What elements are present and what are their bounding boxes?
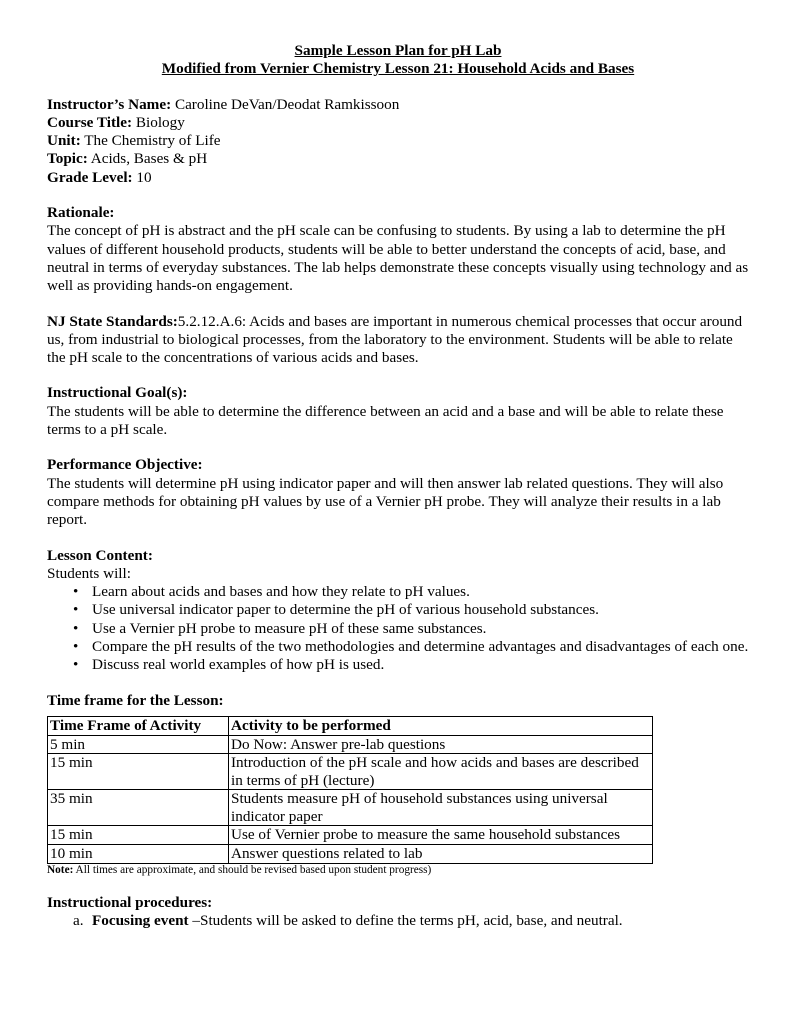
table-row [48, 790, 653, 826]
list-item: • Use universal indicator paper to determine the pH of various household substances. [73, 601, 599, 619]
bullet-icon: • [73, 601, 79, 619]
timeframe-heading: Time frame for the Lesson: [47, 691, 224, 709]
table-header-time: Time Frame of Activity [48, 716, 229, 735]
document-title: Sample Lesson Plan for pH Lab [294, 42, 502, 59]
goals-heading: Instructional Goal(s): [47, 384, 188, 402]
note-label: Note: [47, 863, 74, 876]
table-cell-time: 15 min [48, 754, 229, 790]
objective-text: The students will determine pH using indicator paper and will then answer lab related questions. They will also compare methods for obtaining pH values by use of a Vernier pH probe. They will analyze their results in a lab report. [47, 474, 724, 529]
table-cell-activity: Use of Vernier probe to measure the same household substances [229, 826, 653, 845]
table-cell-activity: Do Now: Answer pre-lab questions [229, 735, 653, 754]
timeframe-table [47, 716, 653, 864]
list-item: • Learn about acids and bases and how they relate to pH values. [73, 583, 470, 601]
meta-unit: Unit: The Chemistry of Life [47, 132, 221, 150]
standards-label: NJ State Standards: [47, 312, 178, 330]
meta-block [47, 96, 749, 187]
list-item: • Use a Vernier pH probe to measure pH of these same substances. [73, 619, 487, 637]
meta-grade: Grade Level: 10 [47, 168, 152, 186]
table-cell-activity: Students measure pH of household substances using universal indicator paper [229, 790, 653, 826]
procedure-label: Focusing event [92, 911, 189, 929]
content-heading: Lesson Content: [47, 546, 153, 564]
table-row [48, 826, 653, 845]
meta-course: Course Title: Biology [47, 113, 185, 131]
meta-instructor: Instructor’s Name: Caroline DeVan/Deodat Ramkissoon [47, 95, 400, 113]
list-item: • Discuss real world examples of how pH is used. [73, 656, 385, 674]
bullet-icon: • [73, 619, 79, 637]
table-cell-activity: Answer questions related to lab [229, 845, 653, 864]
document-subtitle: Modified from Vernier Chemistry Lesson 21: Household Acids and Bases [161, 60, 635, 78]
objective-heading: Performance Objective: [47, 456, 203, 474]
table-header-activity: Activity to be performed [229, 716, 653, 735]
table-row [48, 735, 653, 754]
table-cell-time: 35 min [48, 790, 229, 826]
goals-text: The students will be able to determine the difference between an acid and a base and will be able to relate these terms to a pH scale. [47, 402, 724, 439]
bullet-icon: • [73, 583, 79, 601]
table-cell-activity: Introduction of the pH scale and how acids and bases are described in terms of pH (lecture) [229, 754, 653, 790]
rationale-text: The concept of pH is abstract and the pH scale can be confusing to students. By using a lab to determine the pH values of different household products, students will be able to better understand the concepts of acid, base, and neutral in terms of everyday substances. The lab helps demonstrate these concepts visually using technology and as well as providing hands-on engagement. [47, 222, 749, 295]
content-list [47, 583, 749, 674]
bullet-icon: • [73, 656, 79, 674]
note-text: All times are approximate, and should be revised based upon student progress) [73, 863, 432, 876]
standards-text: 5.2.12.A.6: Acids and bases are important in numerous chemical processes that occur around us, from industrial to biological processes, from the laboratory to the environment. Students will be able to relate the pH scale to the concentrations of various acids and bases. [47, 312, 743, 367]
document-page [47, 42, 749, 930]
table-header-row [48, 716, 653, 735]
bullet-icon: • [73, 638, 79, 656]
table-cell-time: 15 min [48, 826, 229, 845]
table-cell-time: 5 min [48, 735, 229, 754]
list-marker: a. [73, 911, 84, 929]
list-item [73, 911, 749, 930]
standards-paragraph [47, 313, 749, 368]
list-item: • Compare the pH results of the two methodologies and determine advantages and disadvantages of each one. [73, 638, 749, 656]
rationale-heading: Rationale: [47, 204, 115, 222]
content-intro: Students will: [47, 564, 131, 582]
table-row [48, 754, 653, 790]
meta-topic: Topic: Acids, Bases & pH [47, 150, 208, 168]
procedure-text: –Students will be asked to define the terms pH, acid, base, and neutral. [188, 911, 623, 929]
table-cell-time: 10 min [48, 845, 229, 864]
table-row [48, 845, 653, 864]
procedures-list [47, 912, 749, 930]
table-note [47, 864, 749, 877]
procedures-heading: Instructional procedures: [47, 893, 213, 911]
